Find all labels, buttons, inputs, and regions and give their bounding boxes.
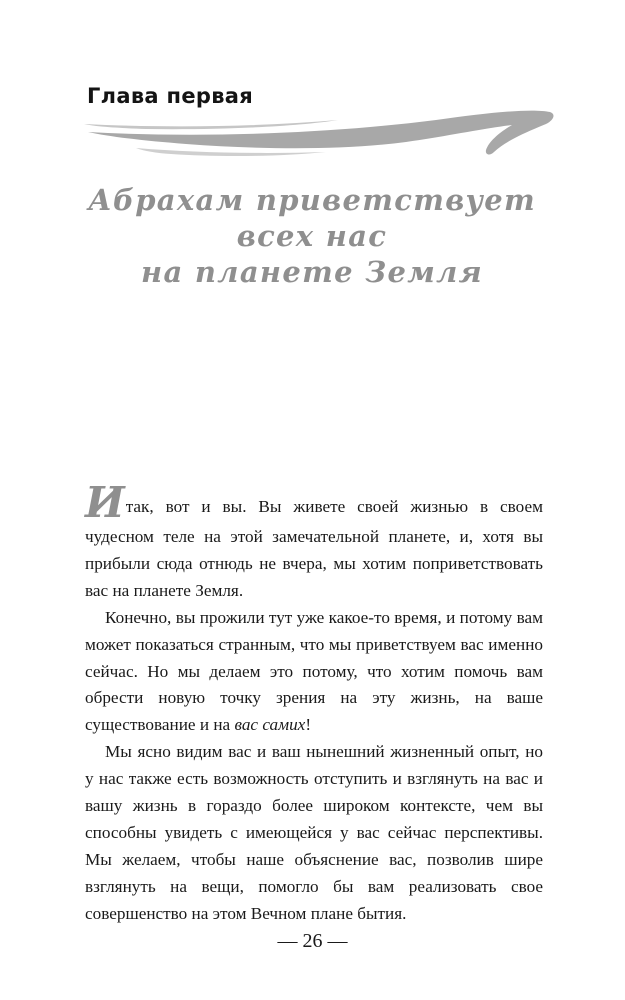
chapter-title xyxy=(62,182,562,290)
chapter-label: Глава первая xyxy=(87,84,254,108)
brushstroke-flourish-icon xyxy=(76,108,556,160)
body-text xyxy=(85,478,543,928)
title-line-3: на планете Земля xyxy=(141,255,483,289)
paragraph-2-emphasis: вас самих xyxy=(234,715,306,735)
paragraph-3-text: Мы ясно видим вас и ваш нынешний жизненный опыт, но у нас также есть возможность отступить и взглянуть на вас и вашу жизнь в гораздо более широком контексте, чем вы способны увидеть с имеющейся у вас сейчас перспективы. Мы желаем, чтобы наше объяснение вас, позволив шире взглянуть на вещи, помогло бы вам реализовать свое совершенство на этом Вечном плане бытия. xyxy=(85,742,543,923)
title-line-2: всех нас xyxy=(236,219,388,253)
paragraph-2-end: ! xyxy=(305,715,312,735)
title-line-1: Абрахам приветствует xyxy=(88,183,536,217)
page-number: — 26 — xyxy=(277,930,348,952)
paragraph-1 xyxy=(85,478,543,605)
paragraph-2-text: Конечно, вы прожили тут уже какое-то время, и потому вам может показаться странным, что мы приветствуем вас именно сейчас. Но мы делаем это потому, что хотим помочь вам обрести новую точку зрения на эту жизнь, на ваше существование и на xyxy=(85,607,543,735)
paragraph-1-text: так, вот и вы. Вы живете своей жизнью в своем чудесном теле на этой замечательной планете, и, хотя вы прибыли сюда отнюдь не вчера, мы хотим поприветствовать вас на планете Земля. xyxy=(85,497,543,600)
paragraph-2 xyxy=(85,605,543,740)
paragraph-3 xyxy=(85,739,543,927)
drop-cap: И xyxy=(85,478,125,527)
